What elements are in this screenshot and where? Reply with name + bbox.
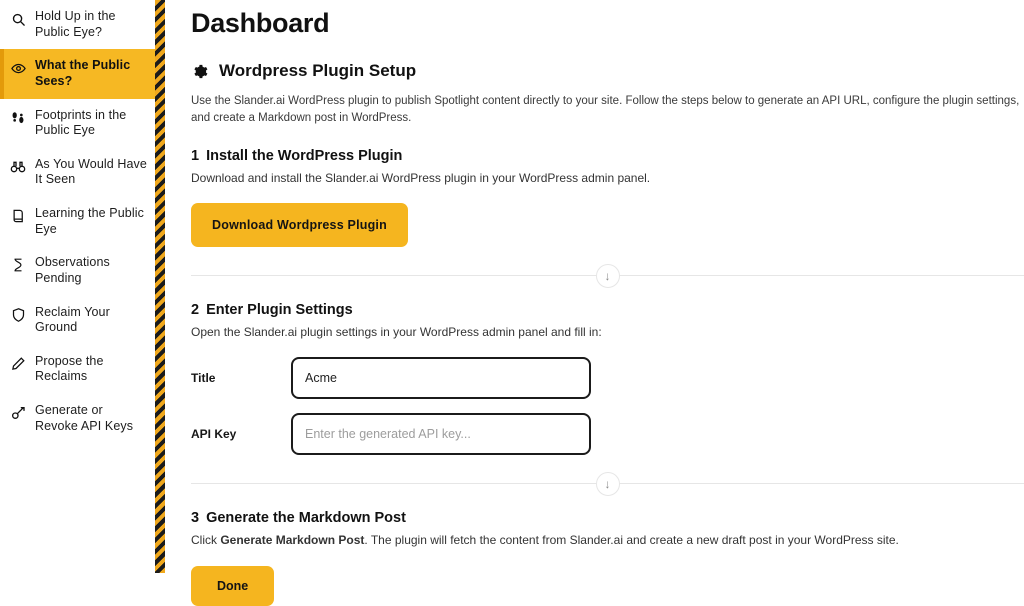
arrow-down-icon: ↓ [596, 472, 620, 496]
api-key-field-label: API Key [191, 427, 237, 442]
sidebar-item-label: Hold Up in the Public Eye? [35, 9, 116, 39]
sidebar-item-label: Observations Pending [35, 255, 110, 285]
sidebar-item-generate-or-revoke-api-keys[interactable] [0, 394, 155, 443]
sidebar [0, 0, 155, 573]
main-content [165, 0, 1024, 593]
sidebar-item-label: Learning the Public Eye [35, 206, 144, 236]
step-2 [191, 302, 1024, 455]
step-3 [191, 510, 1024, 605]
arrow-down-icon: ↓ [596, 264, 620, 288]
sidebar-item-as-you-would-have-it-seen[interactable] [0, 148, 155, 197]
step-3-number: 3 [191, 510, 200, 527]
sidebar-item-label: What the Public Sees? [35, 58, 131, 88]
step-divider-2 [191, 477, 1024, 492]
step-2-description: Open the Slander.ai plugin settings in your WordPress admin panel and fill in: [191, 324, 602, 339]
api-key-field-row [191, 413, 1024, 455]
sidebar-item-footprints-in-the-public-eye[interactable] [0, 99, 155, 148]
binoculars-icon [10, 158, 26, 176]
step-2-number: 2 [191, 301, 200, 318]
section-title: Wordpress Plugin Setup [219, 61, 417, 80]
sidebar-item-reclaim-your-ground[interactable] [0, 296, 155, 345]
download-wordpress-plugin-button[interactable]: Download Wordpress Plugin [191, 203, 408, 247]
shield-icon [10, 306, 26, 324]
hourglass-icon [10, 256, 26, 274]
key-icon [10, 404, 26, 422]
sidebar-item-learning-the-public-eye[interactable] [0, 197, 155, 246]
magnifier-icon [10, 10, 26, 28]
done-button[interactable]: Done [191, 566, 274, 606]
sidebar-item-label: Propose the Reclaims [35, 353, 104, 384]
book-icon [10, 207, 26, 225]
pencil-icon [10, 355, 26, 373]
step-2-title [191, 302, 1024, 318]
section-intro: Use the Slander.ai WordPress plugin to publish Spotlight content directly to your site. Follow the steps below to generate an API URL, configure the plugin settings, and create a Markdown post in WordPress. [191, 95, 1020, 125]
footprints-icon [10, 109, 26, 127]
title-field-label: Title [191, 371, 216, 386]
sidebar-item-label: Reclaim Your Ground [35, 304, 110, 335]
step-1-title [191, 148, 1024, 164]
sidebar-item-label: Generate or Revoke API Keys [35, 403, 134, 433]
step-2-heading: Enter Plugin Settings [206, 301, 353, 318]
step-3-desc-bold: Generate Markdown Post [220, 533, 365, 548]
page-title: Dashboard [191, 8, 330, 38]
sidebar-item-propose-the-reclaims[interactable] [0, 345, 155, 394]
sidebar-item-what-the-public-sees[interactable] [0, 49, 155, 98]
hatched-divider [155, 0, 165, 573]
step-1-heading: Install the WordPress Plugin [206, 147, 403, 164]
sidebar-item-label: Footprints in the Public Eye [35, 107, 127, 138]
step-3-description [191, 532, 1024, 549]
step-1-description: Download and install the Slander.ai WordPress plugin in your WordPress admin panel. [191, 170, 651, 185]
title-field-row [191, 357, 1024, 399]
step-3-desc-before: Click [191, 533, 221, 548]
api-key-input[interactable] [291, 413, 591, 455]
sidebar-item-hold-up-in-the-public-eye[interactable] [0, 0, 155, 49]
step-3-title [191, 510, 1024, 526]
title-input[interactable] [291, 357, 591, 399]
step-3-desc-after: . The plugin will fetch the content from Slander.ai and create a new draft post in your WordPress site. [364, 533, 899, 548]
step-3-heading: Generate the Markdown Post [206, 510, 406, 527]
section-header [191, 61, 1024, 81]
step-1 [191, 148, 1024, 247]
sidebar-item-observations-pending[interactable] [0, 246, 155, 295]
step-divider-1 [191, 268, 1024, 283]
eye-icon [10, 59, 26, 77]
gear-icon [191, 62, 209, 80]
sidebar-item-label: As You Would Have It Seen [35, 156, 147, 187]
step-1-number: 1 [191, 147, 200, 164]
